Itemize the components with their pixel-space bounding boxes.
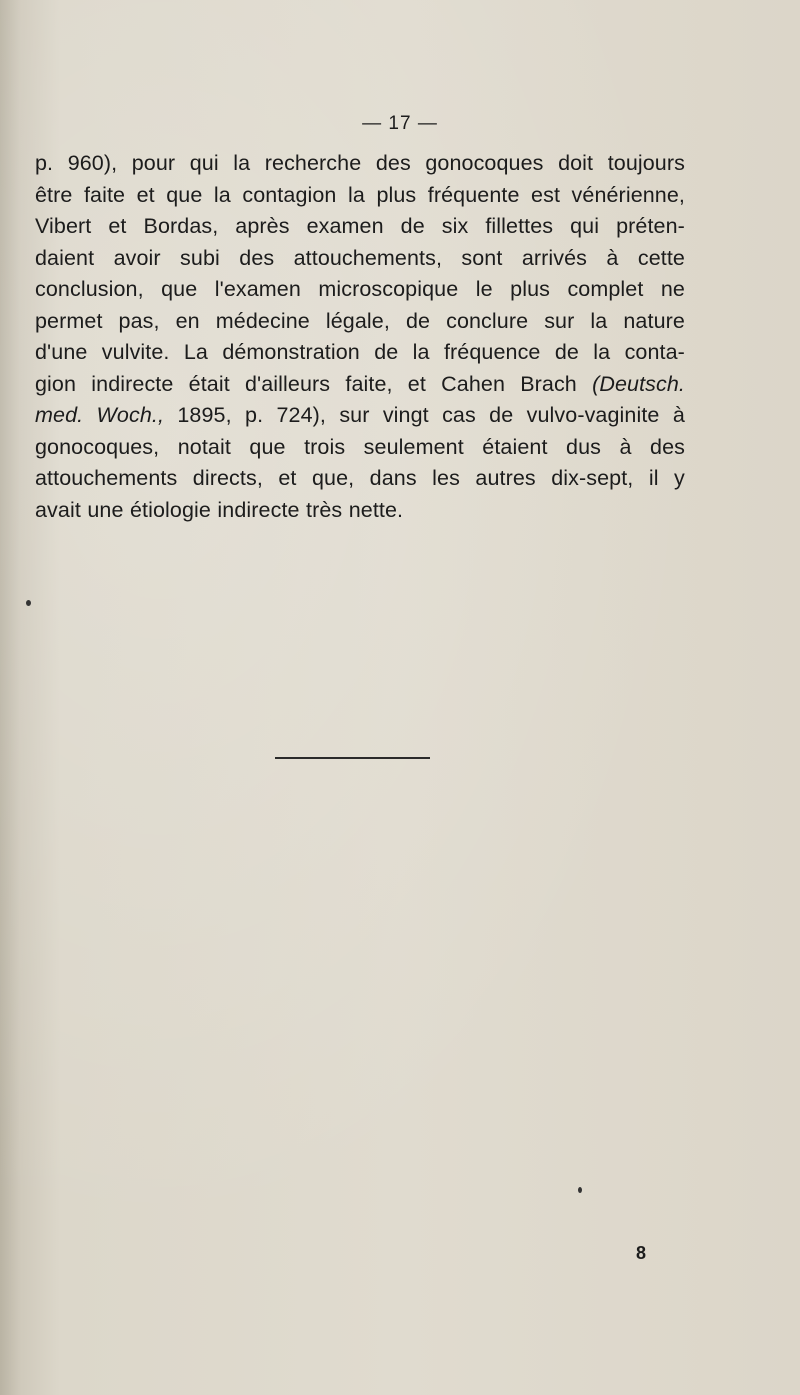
word: complet	[567, 277, 644, 301]
word: de	[405, 308, 431, 333]
word: conta-	[624, 340, 685, 364]
word: cette	[637, 245, 685, 270]
word: de	[554, 340, 579, 364]
word: qui	[570, 214, 600, 238]
word: la	[213, 182, 231, 207]
word: arrivés	[521, 245, 588, 270]
word: d'ailleurs	[244, 371, 331, 396]
word: gion	[35, 371, 77, 396]
text-line	[35, 211, 685, 243]
word: microscopique	[318, 277, 459, 301]
word: plus	[510, 277, 550, 301]
word: que	[166, 182, 203, 207]
text-line	[35, 400, 685, 432]
word: le	[475, 277, 493, 301]
word: que,	[311, 466, 355, 490]
word: et	[108, 214, 127, 238]
word: faite,	[345, 371, 393, 396]
word: med.	[35, 403, 84, 427]
text-line	[35, 495, 685, 527]
word: toujours	[607, 151, 685, 175]
word: 1895,	[177, 403, 232, 427]
word: La	[183, 340, 208, 364]
word: avait	[35, 497, 81, 522]
word: est	[531, 182, 561, 207]
word: notait	[177, 434, 231, 459]
text-line	[35, 432, 685, 464]
word: la	[593, 340, 611, 364]
word: à	[619, 434, 632, 459]
word: fréquente	[427, 182, 520, 207]
word: vingt	[382, 403, 429, 427]
word: d'une	[35, 340, 88, 364]
text-line	[35, 369, 685, 401]
word: Bordas,	[143, 214, 219, 238]
word: vénérienne,	[571, 182, 685, 207]
word: p.	[35, 151, 54, 175]
word: subi	[180, 245, 220, 270]
word: en	[175, 308, 200, 333]
word: avoir	[113, 245, 161, 270]
word: de	[374, 340, 399, 364]
word: indirecte	[91, 371, 174, 396]
word: 724),	[276, 403, 326, 427]
body-paragraph	[35, 148, 685, 526]
word: des	[239, 245, 275, 270]
text-line	[35, 148, 685, 180]
word: pas,	[118, 308, 160, 333]
word: p.	[245, 403, 264, 427]
word: recherche	[264, 151, 362, 175]
signature-mark: 8	[636, 1243, 647, 1263]
word: (Deutsch.	[592, 371, 685, 396]
text-line	[35, 337, 685, 369]
word: Vibert	[35, 214, 92, 238]
word: Brach	[520, 371, 577, 396]
word: étaient	[482, 434, 548, 459]
word: de	[489, 403, 514, 427]
word: nette.	[348, 497, 404, 522]
word: sur	[544, 308, 575, 333]
word: de	[400, 214, 425, 238]
word: dus	[566, 434, 601, 459]
word: après	[235, 214, 290, 238]
word: attouchements,	[293, 245, 443, 270]
word: nature	[623, 308, 685, 333]
word: gonocoques	[425, 151, 544, 175]
word: conclure	[446, 308, 529, 333]
word: que	[161, 277, 198, 301]
word: démonstration	[222, 340, 360, 364]
ink-speck	[578, 1187, 582, 1193]
word: Cahen	[441, 371, 505, 396]
word: ne	[660, 277, 685, 301]
word: dix-sept,	[551, 466, 634, 490]
word: 960),	[67, 151, 118, 175]
word: attouchements	[35, 466, 178, 490]
word: permet	[35, 308, 103, 333]
text-line	[35, 306, 685, 338]
word: très	[306, 497, 343, 522]
word: conclusion,	[35, 277, 144, 301]
word: dans	[369, 466, 417, 490]
word: indirecte	[217, 497, 300, 522]
word: être	[35, 182, 73, 207]
word: doit	[558, 151, 594, 175]
word: à	[672, 403, 685, 427]
word: plus	[376, 182, 417, 207]
word: Woch.,	[96, 403, 165, 427]
word: y	[674, 466, 685, 490]
text-line	[35, 243, 685, 275]
word: faite	[83, 182, 126, 207]
word: la	[590, 308, 608, 333]
word: préten-	[616, 214, 685, 238]
word: contagion	[242, 182, 337, 207]
word: la	[412, 340, 430, 364]
word: légale,	[325, 308, 390, 333]
word: cas	[442, 403, 476, 427]
word: six	[441, 214, 469, 238]
word: vulvite.	[101, 340, 170, 364]
word: l'examen	[214, 277, 301, 301]
section-divider	[275, 757, 430, 759]
word: médecine	[215, 308, 310, 333]
text-line	[35, 180, 685, 212]
word: pour	[131, 151, 176, 175]
word: sont	[461, 245, 503, 270]
word: et	[136, 182, 155, 207]
word: qui	[189, 151, 219, 175]
word: les	[432, 466, 460, 490]
word: seulement	[363, 434, 464, 459]
word: il	[648, 466, 659, 490]
word: et	[278, 466, 297, 490]
word: étiologie	[129, 497, 211, 522]
word: vulvo-vaginite	[526, 403, 660, 427]
word: des	[375, 151, 411, 175]
word: une	[87, 497, 124, 522]
page-number: — 17 —	[362, 113, 438, 134]
word: que	[249, 434, 286, 459]
word: directs,	[192, 466, 263, 490]
word: gonocoques,	[35, 434, 160, 459]
word: examen	[306, 214, 384, 238]
word: daient	[35, 245, 95, 270]
text-line	[35, 463, 685, 495]
word: fillettes	[485, 214, 554, 238]
word: trois	[304, 434, 346, 459]
word: et	[407, 371, 426, 396]
ink-speck	[26, 600, 31, 606]
word: fréquence	[443, 340, 541, 364]
word: la	[348, 182, 365, 207]
word: autres	[475, 466, 536, 490]
text-line	[35, 274, 685, 306]
word: la	[233, 151, 251, 175]
word: sur	[339, 403, 370, 427]
word: était	[188, 371, 230, 396]
word: à	[606, 245, 619, 270]
word: des	[650, 434, 685, 459]
